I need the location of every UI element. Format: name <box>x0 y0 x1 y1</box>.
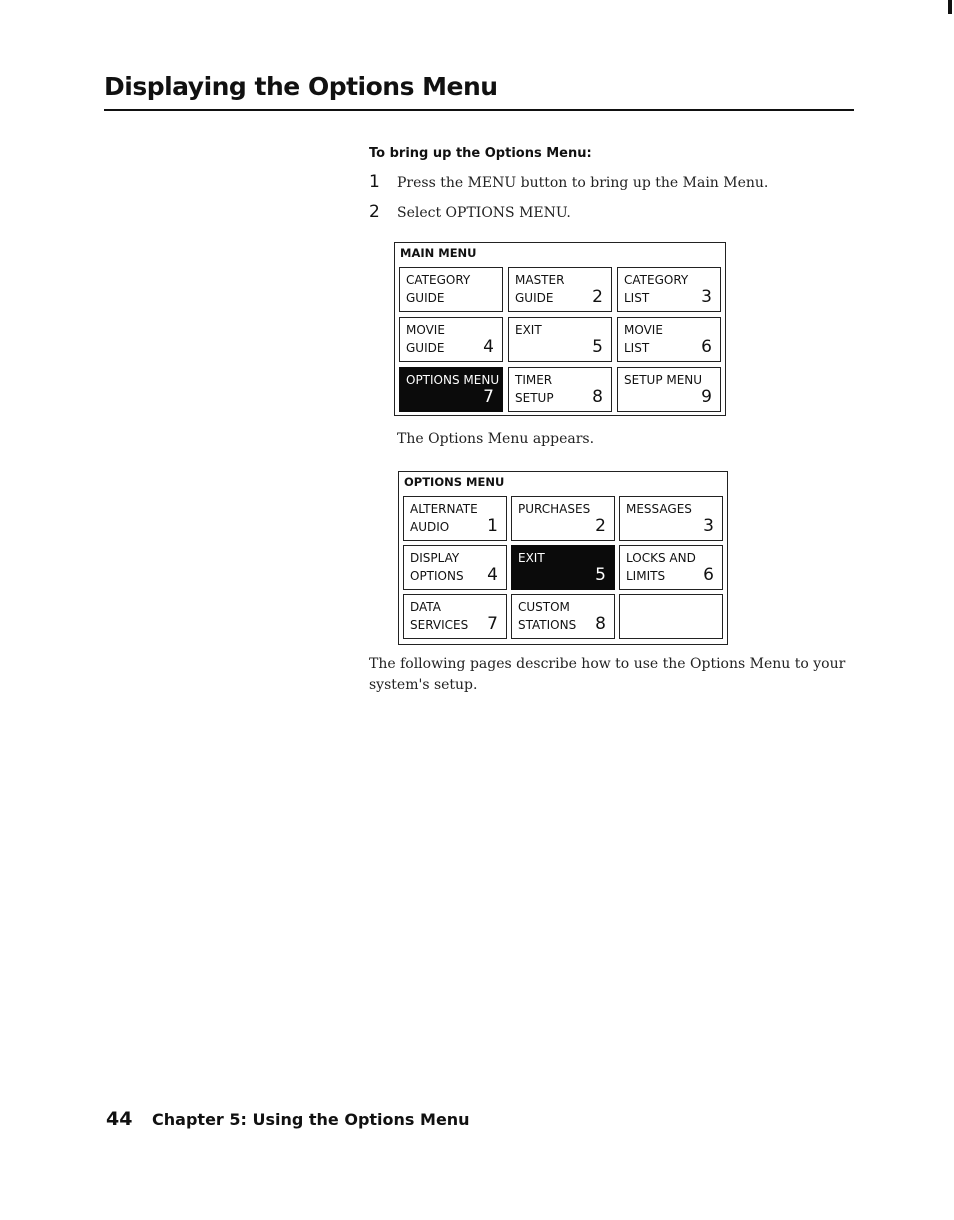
options-menu-appears-text: The Options Menu appears. <box>397 431 595 447</box>
options-tile-messages <box>619 496 723 541</box>
tile-label-line1: CUSTOM <box>518 600 570 614</box>
tile-number: 1 <box>487 516 498 536</box>
tile-label-line1: OPTIONS MENU <box>406 373 500 387</box>
tile-label-line1: LOCKS AND <box>626 551 696 565</box>
options-tile-locks-and-limits <box>619 545 723 590</box>
closing-paragraph: The following pages describe how to use the Options Menu to your system's setup. <box>369 656 846 693</box>
chapter-title: Chapter 5: Using the Options Menu <box>152 1110 470 1129</box>
tile-number: 3 <box>703 516 714 536</box>
tile-label-line1: CATEGORY <box>624 273 689 287</box>
tile-number: 5 <box>595 565 606 585</box>
tile-number: 7 <box>483 387 494 407</box>
tile-label-line2: LIST <box>624 291 650 305</box>
options-tile-alternate-audio <box>403 496 507 541</box>
step-2 <box>369 202 571 222</box>
tile-label-line2: SETUP <box>515 391 554 405</box>
main-tile-timer-setup <box>508 367 612 412</box>
tile-number: 8 <box>595 614 606 634</box>
tile-number: 6 <box>701 337 712 357</box>
main-tile-exit <box>508 317 612 362</box>
tile-label-line2: GUIDE <box>406 341 445 355</box>
options-tile-exit <box>511 545 615 590</box>
options-tile-custom-stations <box>511 594 615 639</box>
tile-label-line1: MESSAGES <box>626 502 692 516</box>
tile-label-line1: DISPLAY <box>410 551 460 565</box>
options-tile-empty <box>619 594 723 639</box>
tile-label-line1: SETUP MENU <box>624 373 703 387</box>
tile-label-line2: GUIDE <box>406 291 445 305</box>
tile-number: 8 <box>592 387 603 407</box>
main-tile-setup-menu <box>617 367 721 412</box>
main-tile-movie-list <box>617 317 721 362</box>
options-tile-display-options <box>403 545 507 590</box>
tile-label-line1: EXIT <box>518 551 545 565</box>
tile-label-line2: STATIONS <box>518 618 577 632</box>
tile-label-line1: EXIT <box>515 323 542 337</box>
step-text: Select OPTIONS MENU. <box>397 205 571 221</box>
tile-number: 7 <box>487 614 498 634</box>
tile-label-line1: CATEGORY <box>406 273 471 287</box>
tile-label-line1: DATA <box>410 600 441 614</box>
main-tile-movie-guide <box>399 317 503 362</box>
options-tile-data-services <box>403 594 507 639</box>
main-menu-illustration <box>394 242 726 416</box>
step-1 <box>369 172 768 192</box>
tile-number: 6 <box>703 565 714 585</box>
main-menu-title: MAIN MENU <box>400 246 477 260</box>
section-rule <box>104 109 854 111</box>
tile-number: 3 <box>701 287 712 307</box>
main-tile-category-list <box>617 267 721 312</box>
tile-number: 2 <box>592 287 603 307</box>
step-number: 1 <box>369 172 380 192</box>
section-title: Displaying the Options Menu <box>104 72 498 101</box>
tile-label-line2: GUIDE <box>515 291 554 305</box>
tile-number: 5 <box>592 337 603 357</box>
options-menu-title: OPTIONS MENU <box>404 475 505 489</box>
tile-label-line1: TIMER <box>515 373 553 387</box>
tile-label-line2: OPTIONS <box>410 569 464 583</box>
tile-label-line1: ALTERNATE <box>410 502 478 516</box>
tile-label-line2: LIMITS <box>626 569 666 583</box>
main-tile-options-menu <box>399 367 503 412</box>
tile-label-line1: MASTER <box>515 273 565 287</box>
page-number: 44 <box>106 1108 133 1130</box>
page-footer <box>106 1108 470 1130</box>
step-number: 2 <box>369 202 380 222</box>
tile-label-line2: AUDIO <box>410 520 450 534</box>
tile-label-line2: LIST <box>624 341 650 355</box>
tile-number: 9 <box>701 387 712 407</box>
tile-label-line2: SERVICES <box>410 618 469 632</box>
step-text: Press the MENU button to bring up the Main Menu. <box>397 175 769 191</box>
options-menu-illustration <box>398 471 728 645</box>
procedure-heading: To bring up the Options Menu: <box>369 146 592 161</box>
tile-label-line1: MOVIE <box>406 323 445 337</box>
tile-label-line1: PURCHASES <box>518 502 591 516</box>
tile-label-line1: MOVIE <box>624 323 663 337</box>
options-tile-purchases <box>511 496 615 541</box>
page-edge-mark <box>948 0 952 14</box>
tile-number: 2 <box>595 516 606 536</box>
main-tile-category-guide <box>399 267 503 312</box>
tile-number: 4 <box>483 337 494 357</box>
main-tile-master-guide <box>508 267 612 312</box>
tile-number: 4 <box>487 565 498 585</box>
